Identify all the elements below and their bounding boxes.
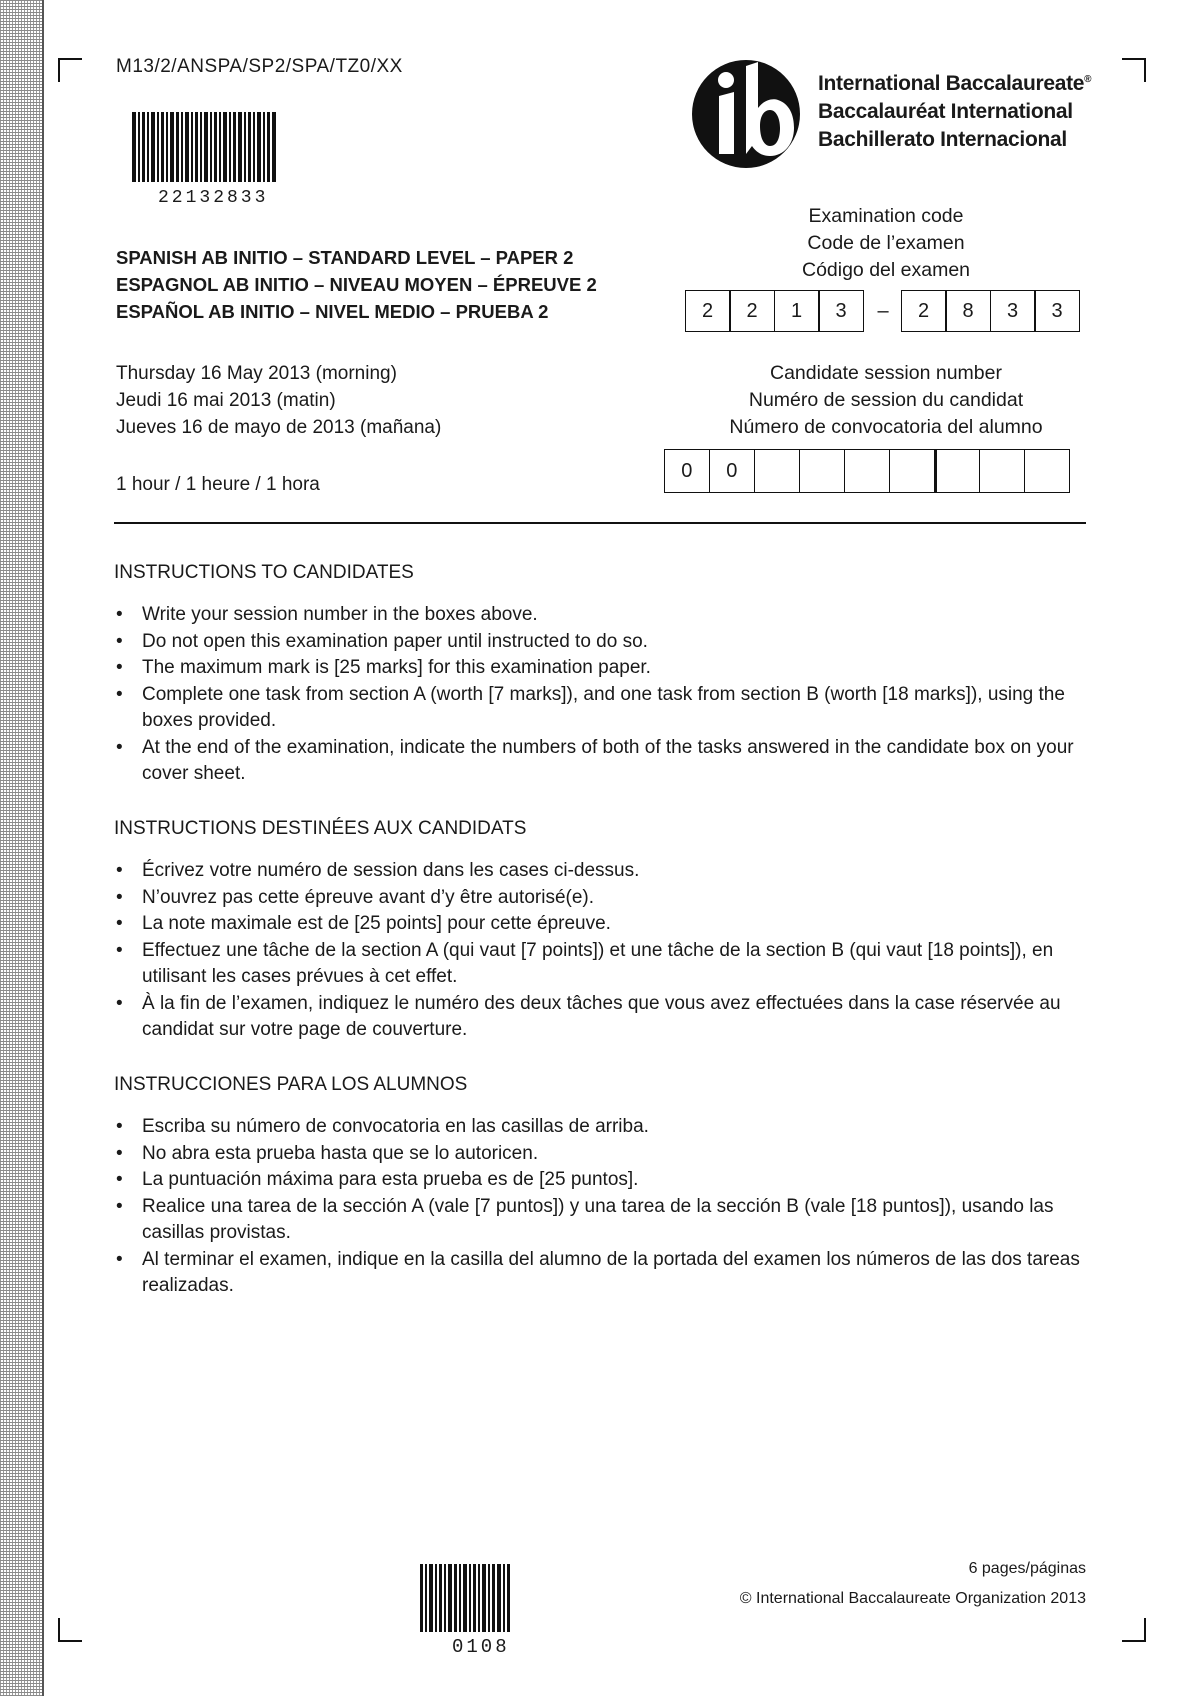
candidate-session-label-fr: Numéro de session du candidat: [748, 389, 1024, 411]
instruction-item: • Realice una tarea de la sección A (vale [7 puntos]) y una tarea de la sección B (vale [18 puntos]), usando las casillas provistas.: [114, 1194, 1090, 1247]
instruction-item: • Al terminar el examen, indique en la casilla del alumno de la portada del examen los números de las dos tareas realizadas.: [114, 1247, 1090, 1300]
date-fr: Jeudi 16 mai 2013 (matin): [116, 390, 336, 411]
session-digit-box[interactable]: [1024, 449, 1071, 493]
instructions-heading-en: INSTRUCTIONS TO CANDIDATES: [114, 562, 414, 583]
org-name-fr: Baccalauréat International: [818, 100, 1073, 123]
registered-mark: ®: [1084, 74, 1092, 85]
crop-mark-top-left: [58, 58, 82, 82]
title-fr: ESPAGNOL AB INITIO – NIVEAU MOYEN – ÉPREUVE 2: [116, 274, 597, 295]
instruction-item: • La puntuación máxima para esta prueba es de [25 puntos].: [114, 1167, 1090, 1194]
paper-code: M13/2/ANSPA/SP2/SPA/TZ0/XX: [116, 56, 403, 77]
instruction-item: • À la fin de l’examen, indiquez le numéro des deux tâches que vous avez effectuées dans la case réservée au candidat sur votre page de couverture.: [114, 991, 1090, 1044]
exam-code-label-en: Examination code: [808, 205, 964, 227]
crop-mark-bottom-left: [58, 1618, 82, 1642]
crop-mark-top-right: [1122, 58, 1146, 82]
barcode-number-top: 22132833: [158, 188, 269, 208]
ib-logo-icon: [690, 58, 802, 170]
session-digit-box[interactable]: 0: [664, 449, 711, 493]
exam-code-labels: [686, 203, 1086, 284]
instruction-item: • At the end of the examination, indicate the numbers of both of the tasks answered in the candidate box on your cover sheet.: [114, 735, 1090, 788]
instruction-item: • Écrivez votre numéro de session dans les cases ci-dessus.: [114, 858, 1090, 885]
copyright: © International Baccalaureate Organization 2013: [739, 1590, 1086, 1607]
header-divider: [114, 522, 1086, 524]
session-digit-box[interactable]: [934, 449, 981, 493]
instruction-item: • La note maximale est de [25 points] pour cette épreuve.: [114, 911, 1090, 938]
candidate-session-boxes: [665, 449, 1070, 493]
exam-code-label-fr: Code de l’examen: [807, 232, 965, 254]
exam-dates: [116, 360, 441, 441]
exam-code-digit: 3: [990, 290, 1036, 332]
instruction-item: • Write your session number in the boxes above.: [114, 602, 1090, 629]
candidate-session-labels: [686, 360, 1086, 441]
barcode-number-bottom: 0108: [452, 1636, 510, 1658]
instruction-item: • Effectuez une tâche de la section A (qui vaut [7 points]) et une tâche de la section B (qui vaut [18 points]), en utilisant les cases prévues à cet effet.: [114, 938, 1090, 991]
candidate-session-label-es: Número de convocatoria del alumno: [729, 416, 1043, 438]
date-es: Jueves 16 de mayo de 2013 (mañana): [116, 417, 442, 438]
exam-code-digit: 1: [774, 290, 820, 332]
instructions-heading-es: INSTRUCCIONES PARA LOS ALUMNOS: [114, 1074, 468, 1095]
title-en: SPANISH AB INITIO – STANDARD LEVEL – PAPER 2: [116, 247, 574, 268]
exam-duration: 1 hour / 1 heure / 1 hora: [116, 474, 320, 495]
instructions-heading-fr: INSTRUCTIONS DESTINÉES AUX CANDIDATS: [114, 818, 527, 839]
instructions-en: [114, 562, 1090, 788]
exam-code-label-es: Código del examen: [801, 259, 971, 281]
instruction-item: • Do not open this examination paper until instructed to do so.: [114, 629, 1090, 656]
title-es: ESPAÑOL AB INITIO – NIVEL MEDIO – PRUEBA 2: [116, 301, 549, 322]
session-digit-box[interactable]: [889, 449, 936, 493]
instruction-item: • No abra esta prueba hasta que se lo autoricen.: [114, 1141, 1090, 1168]
exam-code-boxes: [686, 290, 1080, 332]
organization-names: [818, 66, 1091, 154]
instructions-es: [114, 1074, 1090, 1300]
exam-code-digit: 2: [729, 290, 775, 332]
exam-code-digit: 2: [685, 290, 731, 332]
session-digit-box[interactable]: [844, 449, 891, 493]
exam-code-separator: –: [877, 299, 889, 322]
exam-code-digit: 3: [818, 290, 864, 332]
org-name-es: Bachillerato Internacional: [818, 128, 1067, 151]
instruction-item: • Escriba su número de convocatoria en las casillas de arriba.: [114, 1114, 1090, 1141]
session-digit-box[interactable]: 0: [709, 449, 756, 493]
scan-edge-strip: [0, 0, 44, 1696]
session-digit-box[interactable]: [754, 449, 801, 493]
org-name-en: International Baccalaureate: [818, 72, 1085, 95]
crop-mark-bottom-right: [1122, 1618, 1146, 1642]
exam-code-digit: 3: [1034, 290, 1080, 332]
barcode-bottom: [420, 1564, 512, 1632]
instruction-item: • Complete one task from section A (worth [7 marks]), and one task from section B (worth [18 marks]), using the boxes provided.: [114, 682, 1090, 735]
session-digit-box[interactable]: [979, 449, 1026, 493]
exam-code-digit: 8: [945, 290, 991, 332]
paper-titles: [116, 244, 597, 325]
candidate-session-label-en: Candidate session number: [770, 362, 1002, 384]
date-en: Thursday 16 May 2013 (morning): [116, 363, 397, 384]
session-digit-box[interactable]: [799, 449, 846, 493]
instructions-fr: [114, 818, 1090, 1044]
page-count: 6 pages/páginas: [968, 1560, 1086, 1577]
barcode-top: [132, 112, 278, 182]
exam-code-digit: 2: [901, 290, 947, 332]
instruction-item: • The maximum mark is [25 marks] for this examination paper.: [114, 655, 1090, 682]
instruction-item: • N’ouvrez pas cette épreuve avant d’y être autorisé(e).: [114, 885, 1090, 912]
